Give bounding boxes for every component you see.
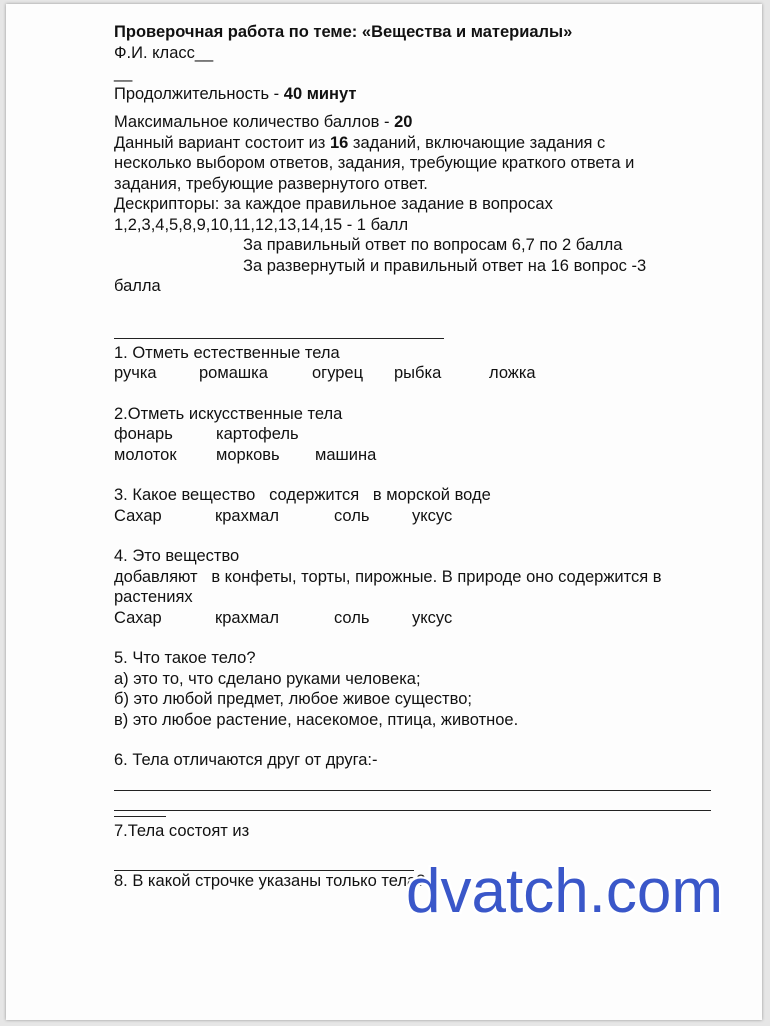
- q4-line-3: растениях: [114, 588, 193, 606]
- separator-line: [114, 338, 444, 339]
- q2-text: 2.Отметь искусственные тела: [114, 404, 343, 423]
- q5-option-c[interactable]: в) это любое растение, насекомое, птица, животное.: [114, 710, 519, 729]
- q4-line-2: добавляют в конфеты, торты, пирожные. В природе оно содержится в: [114, 567, 662, 586]
- descriptors-line-4: За развернутый и правильный ответ на 16 вопрос -3: [243, 256, 647, 275]
- q6-answer-line-1[interactable]: [114, 771, 711, 791]
- description-line-1: [114, 133, 734, 154]
- q1-text: 1. Отметь естественные тела: [114, 343, 340, 362]
- max-score-line: [114, 112, 734, 133]
- q1-option[interactable]: ручка: [114, 364, 157, 382]
- q6-answer-line-3[interactable]: [114, 807, 166, 817]
- q1-option[interactable]: ложка: [489, 364, 536, 382]
- max-score-value: 20: [394, 113, 413, 131]
- q4-options: [114, 608, 734, 629]
- page-title: Проверочная работа по теме: «Вещества и материалы»: [114, 23, 573, 41]
- descriptors-line-1: Дескрипторы: за каждое правильное задание в вопросах: [114, 195, 553, 213]
- document-content: [114, 22, 734, 892]
- q1-option[interactable]: рыбка: [394, 364, 442, 382]
- description-line-3: задания, требующие развернутого ответ.: [114, 174, 428, 193]
- q4-option[interactable]: соль: [334, 608, 370, 627]
- q2-option[interactable]: машина: [315, 445, 377, 464]
- desc-text-a: Данный вариант состоит из: [114, 133, 330, 152]
- q1-options: [114, 363, 734, 384]
- q6-answer-line-2[interactable]: [114, 791, 711, 811]
- q5-text: 5. Что такое тело?: [114, 649, 256, 667]
- duration-label: Продолжительность -: [114, 84, 284, 103]
- watermark: dvatch.com: [406, 857, 724, 926]
- q2-option[interactable]: картофель: [216, 425, 299, 443]
- descriptors-line-5: балла: [114, 277, 161, 295]
- name-class-line-cont: __: [114, 64, 133, 82]
- name-class-line: Ф.И. класс__: [114, 43, 214, 62]
- q2-option[interactable]: морковь: [216, 445, 280, 464]
- duration-line: [114, 84, 734, 105]
- q4-text: 4. Это вещество: [114, 547, 240, 565]
- q2-option[interactable]: фонарь: [114, 425, 173, 443]
- q3-option[interactable]: Сахар: [114, 506, 162, 525]
- q7-answer-line[interactable]: [114, 841, 414, 871]
- q4-option[interactable]: уксус: [412, 608, 453, 627]
- descriptors-line-2: 1,2,3,4,5,8,9,10,11,12,13,14,15 - 1 балл: [114, 215, 409, 234]
- description-line-2: несколько выбором ответов, задания, требующие краткого ответа и: [114, 154, 635, 172]
- q1-option[interactable]: ромашка: [199, 364, 268, 382]
- q3-option[interactable]: соль: [334, 506, 370, 525]
- q2-options-row2: [114, 445, 734, 466]
- max-score-label: Максимальное количество баллов -: [114, 113, 395, 131]
- q5-option-b[interactable]: б) это любой предмет, любое живое существо;: [114, 690, 472, 708]
- q2-options-row1: [114, 424, 734, 445]
- duration-value: 40 минут: [283, 84, 357, 103]
- q1-option[interactable]: огурец: [312, 364, 364, 382]
- q5-option-a[interactable]: а) это то, что сделано руками человека;: [114, 669, 421, 688]
- desc-text-c: заданий, включающие задания с: [348, 133, 606, 152]
- q2-option[interactable]: молоток: [114, 445, 177, 464]
- q4-option[interactable]: Сахар: [114, 608, 162, 627]
- document-page: [6, 4, 762, 1020]
- q3-option[interactable]: крахмал: [215, 506, 279, 525]
- q3-option[interactable]: уксус: [412, 506, 453, 525]
- q6-text: 6. Тела отличаются друг от друга:-: [114, 751, 378, 769]
- q3-text: 3. Какое вещество содержится в морской воде: [114, 486, 491, 504]
- q4-option[interactable]: крахмал: [215, 608, 279, 627]
- q8-text: 8. В какой строчке указаны только тела?: [114, 872, 426, 890]
- q3-options: [114, 506, 734, 527]
- descriptors-line-3: За правильный ответ по вопросам 6,7 по 2 балла: [243, 236, 623, 254]
- q7-text: 7.Тела состоят из: [114, 821, 250, 840]
- desc-task-count: 16: [329, 133, 349, 152]
